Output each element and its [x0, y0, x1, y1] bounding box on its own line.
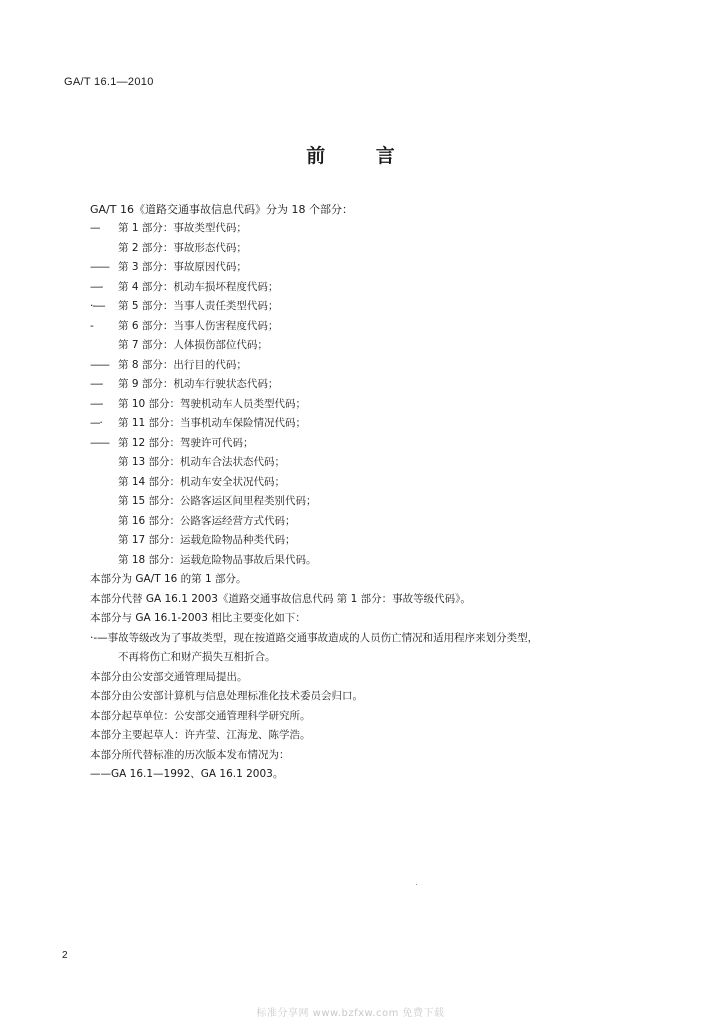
list-item [90, 512, 317, 532]
list-dash: - [90, 319, 93, 332]
list-item-text: 第 4 部分：机动车损坏程度代码； [118, 280, 279, 293]
list-item-text: 第 6 部分：当事人伤害程度代码； [118, 319, 279, 332]
list-item [90, 278, 317, 298]
list-item [90, 551, 317, 571]
list-item-text: 第 3 部分：事故原因代码； [118, 261, 247, 273]
list-item [90, 239, 317, 259]
list-item-text: 第 5 部分：当事人责任类型代码； [118, 300, 279, 312]
body-line: 本部分由公安部计算机与信息处理标准化技术委员会归口。 [90, 690, 363, 702]
list-item [90, 317, 317, 337]
body-line: 本部分所代替标准的历次版本发布情况为： [90, 748, 290, 761]
body-line: 本部分与 GA 16.1-2003 相比主要变化如下： [90, 612, 306, 624]
list-item [90, 219, 317, 239]
list-item-text: 第 14 部分：机动车安全状况代码； [118, 475, 286, 488]
list-item [90, 434, 317, 454]
page-title: 前 言 [306, 145, 417, 167]
list-item-text: 第 9 部分：机动车行驶状态代码； [118, 378, 279, 390]
list-item [90, 297, 317, 317]
body-line: 本部分主要起草人：许卉莹、江海龙、陈学浩。 [90, 729, 311, 741]
list-dash: —— [90, 261, 109, 273]
list-item [90, 395, 317, 415]
list-item-text: 第 13 部分：机动车合法状态代码； [118, 456, 286, 468]
standard-code: GA/T 16.1—2010 [64, 76, 154, 88]
list-dash: — [90, 222, 100, 234]
list-item [90, 356, 317, 376]
body-line: ·-—事故等级改为了事故类型，现在按道路交通事故造成的人员伤亡情况和适用程序来划分类型， [90, 631, 539, 644]
list-dash: —— [90, 358, 109, 371]
list-item-text: 第 16 部分：公路客运经营方式代码； [118, 514, 296, 527]
body-line: 不再将伤亡和财产损失互相折合。 [118, 651, 276, 663]
list-item-text: 第 15 部分：公路客运区间里程类别代码； [118, 495, 317, 507]
list-item [90, 473, 317, 493]
list-item-text: 第 8 部分：出行目的代码； [118, 358, 247, 371]
list-item-text: 第 10 部分：驾驶机动车人员类型代码； [118, 397, 307, 410]
list-item-text: 第 11 部分：当事机动车保险情况代码； [118, 417, 307, 429]
list-dash: ·-— [90, 300, 105, 312]
body-line: 本部分为 GA/T 16 的第 1 部分。 [90, 573, 247, 585]
list-dash: —· [90, 417, 102, 429]
list-dash: —— [90, 436, 109, 449]
list-item [90, 375, 317, 395]
list-item [90, 492, 317, 512]
list-item-text: 第 1 部分：事故类型代码； [118, 222, 247, 234]
list-dash: —- [90, 280, 103, 293]
list-dash: —- [90, 378, 103, 390]
list-item [90, 414, 317, 434]
list-item [90, 258, 317, 278]
list-item [90, 531, 317, 551]
list-item-text: 第 18 部分：运载危险物品事故后果代码。 [118, 553, 317, 566]
body-line: 本部分由公安部交通管理局提出。 [90, 670, 248, 683]
body-line: 本部分代替 GA 16.1 2003《道路交通事故信息代码 第 1 部分：事故等级代码》。 [90, 592, 471, 605]
list-item [90, 453, 317, 473]
scan-speck [416, 884, 417, 885]
parts-list [90, 219, 317, 570]
list-item-text: 第 12 部分：驾驶许可代码； [118, 436, 254, 449]
watermark: 标准分享网 www.bzfxw.com 免费下载 [256, 1008, 445, 1019]
list-item-text: 第 2 部分：事故形态代码； [118, 241, 247, 254]
body-line: ——GA 16.1—1992、GA 16.1 2003。 [90, 768, 284, 780]
list-item-text: 第 7 部分：人体损伤部位代码； [118, 339, 268, 351]
body-paragraphs [90, 570, 538, 785]
body-line: 本部分起草单位：公安部交通管理科学研究所。 [90, 709, 311, 722]
intro-paragraph: GA/T 16《道路交通事故信息代码》分为 18 个部分： [90, 203, 353, 216]
page-number: 2 [62, 950, 68, 961]
list-dash: —- [90, 397, 103, 410]
list-item-text: 第 17 部分：运载危险物品种类代码； [118, 534, 296, 546]
list-item [90, 336, 317, 356]
